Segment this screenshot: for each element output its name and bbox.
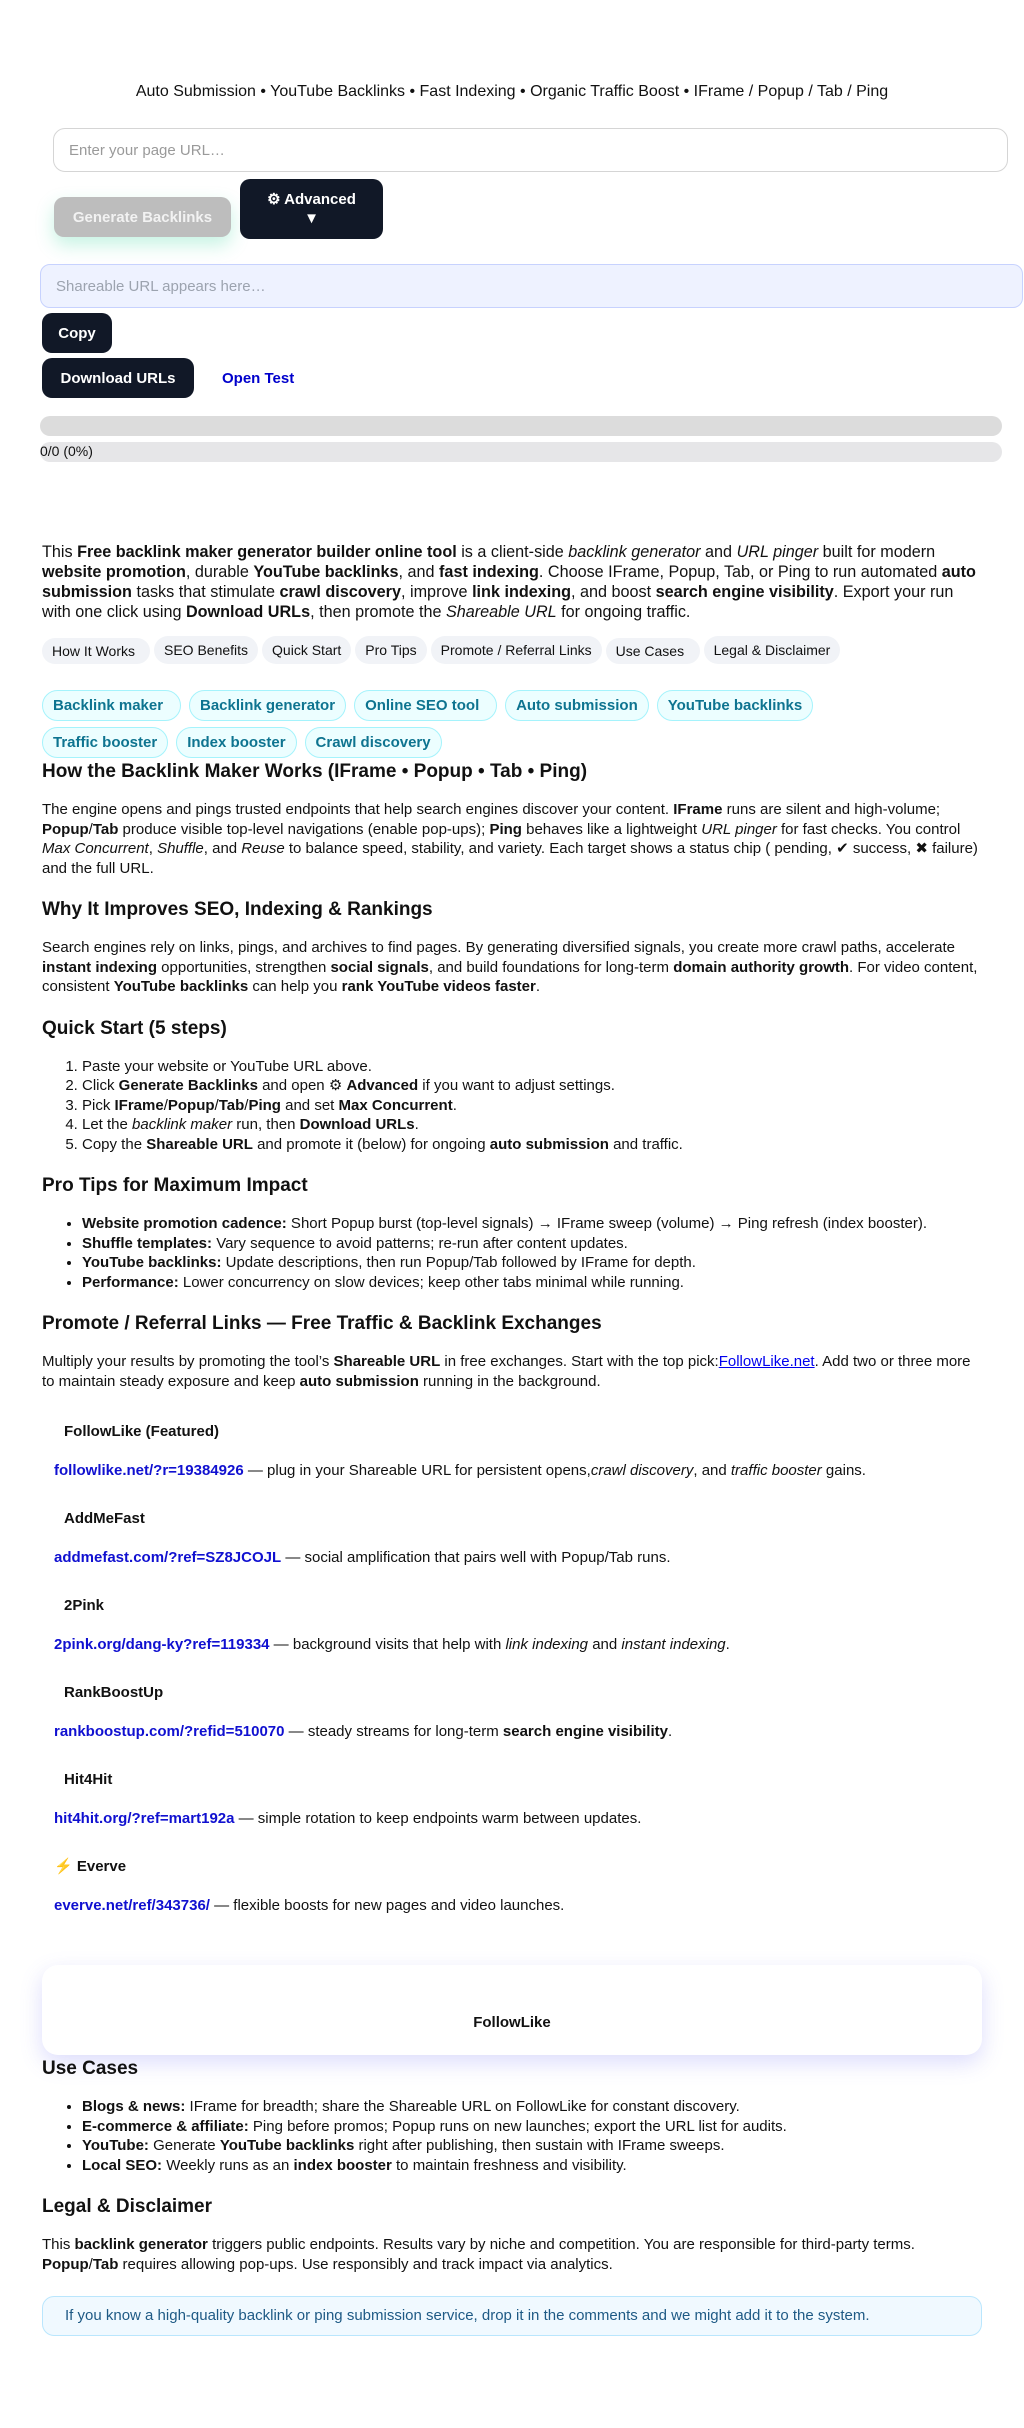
use-case-item: • Blogs & news: IFrame for breadth; share the Shareable URL on FollowLike for constant discovery. (82, 2097, 982, 2117)
legal-heading: Legal & Disclaimer (42, 2196, 213, 2217)
tag-index-booster[interactable]: Index booster (176, 727, 296, 758)
quick-start-heading: Quick Start (5 steps) (42, 1017, 227, 1039)
referral-rankboostup (42, 1684, 982, 1741)
referral-name: ⚡ Everve (54, 1858, 127, 1875)
nav-pro-tips[interactable]: Pro Tips (355, 636, 426, 664)
followlike-promo-card[interactable] (42, 1965, 982, 2055)
keyword-tags (42, 690, 942, 758)
pro-tips-list (42, 1214, 982, 1292)
referral-desc: 2pink.org/dang-ky?ref=119334 — background visits that help with link indexing and instant indexing. (54, 1636, 730, 1653)
tag-backlink-generator[interactable]: Backlink generator (189, 690, 346, 721)
progress-bar (40, 416, 1002, 436)
referral-desc: followlike.net/?r=19384926 — plug in your Shareable URL for persistent opens,crawl discovery, and traffic booster gains. (54, 1462, 866, 1479)
open-test-link[interactable]: Open Test (222, 369, 295, 387)
referral-addmefast (42, 1510, 982, 1567)
nav-quick-start[interactable]: Quick Start (262, 636, 351, 664)
promote-heading: Promote / Referral Links — Free Traffic & Backlink Exchanges (42, 1313, 602, 1334)
tag-traffic-booster[interactable]: Traffic booster (42, 727, 168, 758)
use-cases-heading: Use Cases (42, 2058, 139, 2079)
referral-name: RankBoostUp (64, 1684, 164, 1701)
followlike-inline-link[interactable]: FollowLike.net (718, 1353, 815, 1370)
content (0, 542, 1024, 2336)
referral-link[interactable]: hit4hit.org/?ref=mart192a (54, 1810, 235, 1827)
tag-online-seo-tool[interactable]: Online SEO tool (354, 690, 497, 721)
step-item: 2. Click Generate Backlinks and open ⚙ Advanced if you want to adjust settings. (82, 1076, 982, 1096)
referral-desc: rankboostup.com/?refid=510070 — steady streams for long-term search engine visibility. (54, 1723, 673, 1740)
referral-link[interactable]: addmefast.com/?ref=SZ8JCOJL (54, 1549, 282, 1566)
how-it-works-heading: How the Backlink Maker Works (IFrame • Popup • Tab • Ping) (42, 761, 588, 782)
tagline: Auto Submission • YouTube Backlinks • Fast Indexing • Organic Traffic Boost • IFrame / Popup / Tab / Ping (135, 83, 889, 100)
intro-paragraph: This Free backlink maker generator builder online tool is a client-side backlink generator and URL pinger built for modern website promotion, durable YouTube backlinks, and fast indexing. Choose IFrame, Popup, Tab, or Ping to run automated auto submission tasks that stimulate crawl discovery, improve link indexing, and boost search engine visibility. Export your run with one click using Download URLs, then promote the Shareable URL for ongoing traffic. (42, 543, 976, 621)
referral-name: FollowLike (Featured) (64, 1423, 220, 1440)
submission-notice: If you know a high-quality backlink or ping submission service, drop it in the comments and we might add it to the system. (42, 2296, 982, 2336)
chevron-down-icon: ▼ (304, 210, 319, 227)
shareable-url-field[interactable] (40, 264, 1023, 308)
nav-seo-benefits[interactable]: SEO Benefits (154, 636, 258, 664)
step-item: 5. Copy the Shareable URL and promote it (below) for ongoing auto submission and traffic. (82, 1135, 982, 1155)
how-it-works-text: The engine opens and pings trusted endpoints that help search engines discover your content. IFrame runs are silent and high-volume; Popup/Tab produce visible top-level navigations (enable pop-ups); Ping behaves like a lightweight URL pinger for fast checks. You control Max Concurrent, Shuffle, and Reuse to balance speed, stability, and variety. Each target shows a status chip ( pending, ✔ success, ✖ failure) and the full URL. (42, 801, 978, 877)
advanced-label: ⚙ Advanced (267, 191, 356, 208)
advanced-toggle-button[interactable] (240, 179, 383, 239)
generate-backlinks-button[interactable]: Generate Backlinks (54, 197, 231, 237)
use-cases-list (42, 2097, 982, 2175)
use-case-item: • Local SEO: Weekly runs as an index booster to maintain freshness and visibility. (82, 2156, 982, 2176)
nav-how-it-works[interactable]: How It Works (42, 638, 150, 664)
download-row (42, 358, 1024, 398)
referral-desc: everve.net/ref/343736/ — flexible boosts for new pages and video launches. (54, 1897, 565, 1914)
use-case-item: • E-commerce & affiliate: Ping before promos; Popup runs on new launches; export the URL list for audits. (82, 2117, 982, 2137)
referral-link[interactable]: everve.net/ref/343736/ (54, 1897, 210, 1914)
nav-use-cases[interactable]: Use Cases (606, 638, 700, 664)
tag-youtube-backlinks[interactable]: YouTube backlinks (657, 690, 813, 721)
promote-text: Multiply your results by promoting the tool’s Shareable URL in free exchanges. Start with the top pick:FollowLike.net. Add two or three more to maintain steady exposure and keep auto submission running in the background. (42, 1353, 971, 1390)
referral-name: Hit4Hit (64, 1771, 113, 1788)
referral-name: AddMeFast (64, 1510, 145, 1527)
referral-desc: addmefast.com/?ref=SZ8JCOJL — social amplification that pairs well with Popup/Tab runs. (54, 1549, 671, 1566)
referral-link[interactable]: 2pink.org/dang-ky?ref=119334 (54, 1636, 270, 1653)
use-case-item: • YouTube: Generate YouTube backlinks right after publishing, then sustain with IFrame sweeps. (82, 2136, 982, 2156)
tip-item: • Performance: Lower concurrency on slow devices; keep other tabs minimal while running. (82, 1273, 982, 1293)
tip-item: • YouTube backlinks: Update descriptions, then run Popup/Tab followed by IFrame for depth. (82, 1253, 982, 1273)
tag-backlink-maker[interactable]: Backlink maker (42, 690, 181, 721)
download-urls-button[interactable]: Download URLs (42, 358, 194, 398)
referral-link[interactable]: followlike.net/?r=19384926 (54, 1462, 244, 1479)
action-row (54, 177, 1024, 239)
nav-promote-referral[interactable]: Promote / Referral Links (431, 636, 602, 664)
tip-item: • Shuffle templates: Vary sequence to avoid patterns; re-run after content updates. (82, 1234, 982, 1254)
progress-text: 0/0 (0%) (40, 442, 1002, 462)
step-item: 4. Let the backlink maker run, then Download URLs. (82, 1115, 982, 1135)
tag-crawl-discovery[interactable]: Crawl discovery (305, 727, 442, 758)
quick-start-steps (42, 1057, 982, 1155)
referral-everve (42, 1858, 982, 1915)
section-nav (42, 636, 922, 664)
seo-benefits-heading: Why It Improves SEO, Indexing & Rankings (42, 899, 433, 920)
referral-2pink (42, 1597, 982, 1654)
legal-text: This backlink generator triggers public endpoints. Results vary by niche and competition. You are responsible for third-party terms. Popup/Tab requires allowing pop-ups. Use responsibly and track impact via analytics. (42, 2236, 915, 2273)
page-url-input[interactable] (53, 128, 1008, 172)
referral-link[interactable]: rankboostup.com/?refid=510070 (54, 1723, 285, 1740)
copy-button[interactable]: Copy (42, 313, 112, 353)
step-item: 1. Paste your website or YouTube URL above. (82, 1057, 982, 1077)
tag-auto-submission[interactable]: Auto submission (505, 690, 649, 721)
seo-benefits-text: Search engines rely on links, pings, and archives to find pages. By generating diversified signals, you create more crawl paths, accelerate instant indexing opportunities, strengthen social signals, and build foundations for long-term domain authority growth. For video content, consistent YouTube backlinks can help you rank YouTube videos faster. (42, 939, 978, 995)
tip-item: • Website promotion cadence: Short Popup burst (top-level signals) → IFrame sweep (volume) → Ping refresh (index booster). (82, 1214, 982, 1234)
nav-legal-disclaimer[interactable]: Legal & Disclaimer (704, 636, 841, 664)
step-item: 3. Pick IFrame/Popup/Tab/Ping and set Max Concurrent. (82, 1096, 982, 1116)
referral-name: 2Pink (64, 1597, 105, 1614)
pro-tips-heading: Pro Tips for Maximum Impact (42, 1175, 308, 1196)
referral-desc: hit4hit.org/?ref=mart192a — simple rotation to keep endpoints warm between updates. (54, 1810, 642, 1827)
referral-followlike (42, 1423, 982, 1480)
promo-card-label: FollowLike (473, 2014, 551, 2031)
referral-hit4hit (42, 1771, 982, 1828)
